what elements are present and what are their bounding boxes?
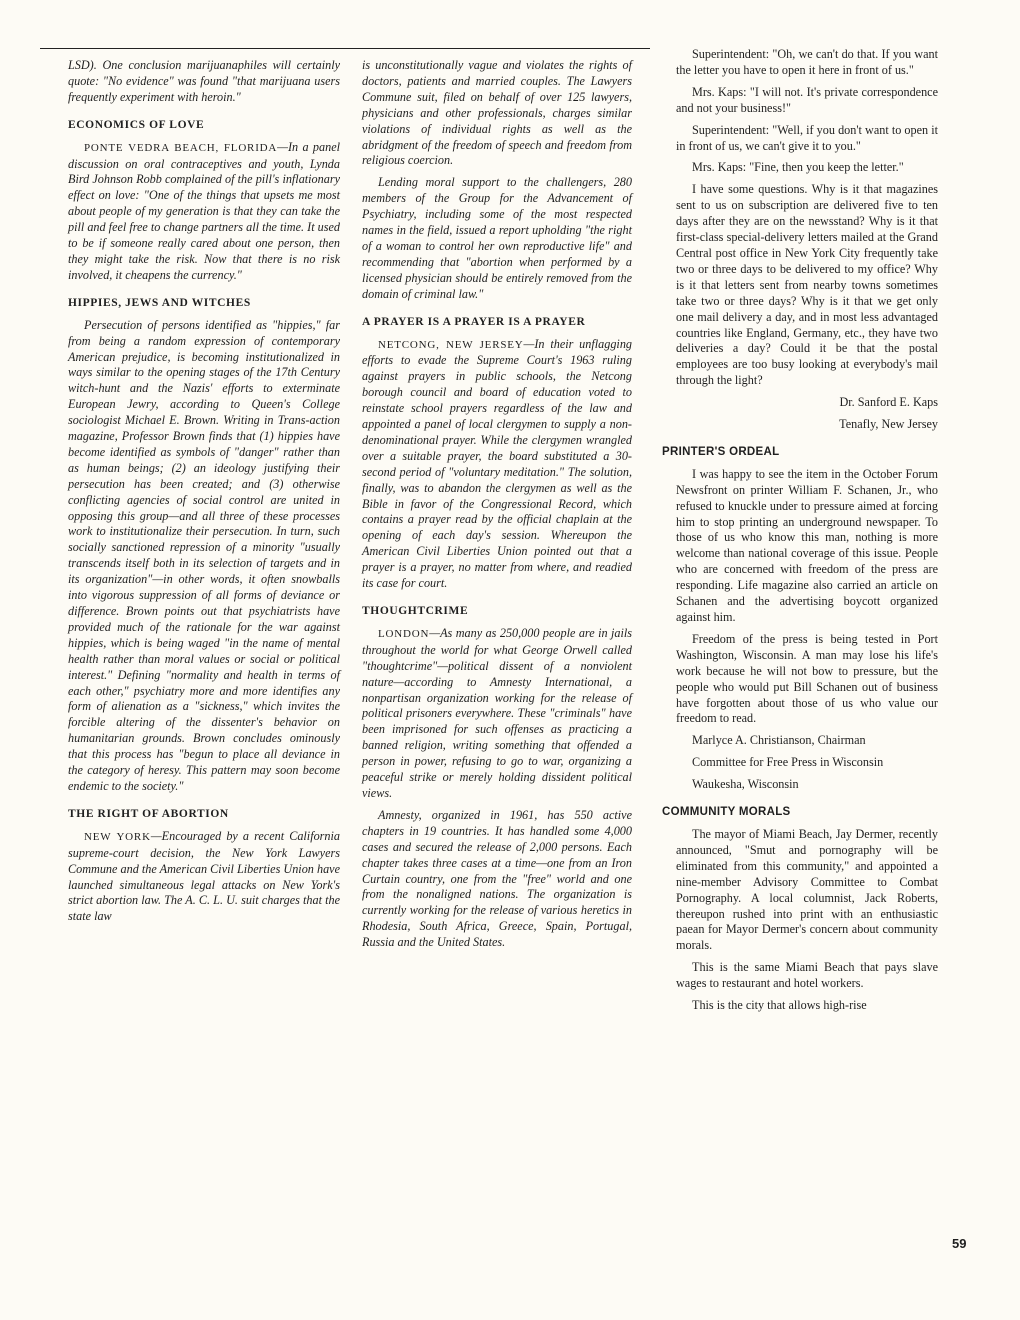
signature-place: Waukesha, Wisconsin [692,777,799,792]
signature-org: Committee for Free Press in Wisconsin [692,755,884,770]
prayer-paragraph: NETCONG, NEW JERSEY—In their unflagging efforts to evade the Supreme Court's 1963 ruling against prayers in public schools, the Netcong borough council and board of education voted to reinstate school prayers regardless of the law and appointed a panel of local clergymen to supply a non-denominational prayer. While the clergymen wrangled over a suitable prayer, the board substituted a 30-second period of "voluntary meditation." The solution, finally, was to abandon the clergymen as well as the Bible in favor of the Congressional Record, which contains a prayer read by the official chaplain at the opening of each day's session. Whereupon the American Civil Liberties Union pointed out that a prayer is a prayer, no matter from where, and readied its case for court. [362,336,633,591]
letter-paragraph: Superintendent: "Oh, we can't do that. If you want the letter you have to open it here in front of us." [676,47,938,77]
signature-name: Dr. Sanford E. Kaps [839,395,938,410]
economics-paragraph: PONTE VEDRA BEACH, FLORIDA—In a panel discussion on oral contraceptives and youth, Lynda Bird Johnson Robb complained of the pill's inflationary effect on love: "One of the things that upsets me most about people of my generation is that they can take the pill and feel free to change partners all the time. It used to be if someone really cared about one person, then they might take the risk. Now that there is no risk involved, it cheapens the currency." [68,139,340,282]
letter-paragraph: Mrs. Kaps: "Fine, then you keep the letter." [692,160,904,175]
column-3 [662,47,938,1020]
heading-printers-ordeal: PRINTER'S ORDEAL [662,445,780,458]
heading-thoughtcrime: THOUGHTCRIME [362,605,469,617]
psychiatry-paragraph: Lending moral support to the challengers, 280 members of the Group for the Advancement of Psychiatry, including some of the most respected names in the field, issued a report upholding "the right of a woman to control her own reproductive life" and recommending that "abortion when performed by a licensed physician should be entirely removed from the domain of criminal law." [362,175,632,301]
top-rule [40,48,650,49]
amnesty-paragraph: Amnesty, organized in 1961, has 550 active chapters in 19 countries. It has handled some 4,000 cases and secured the release of 2,000 persons. Each chapter takes three cases at a time—one from an Iron Curtain country, one from the "free" world and one from the nonaligned nations. The organization is currently working for the release of various heretics in Rhodesia, South Africa, Greece, Spain, Portugal, Russia and the United States. [362,807,632,950]
letter-paragraph: I have some questions. Why is it that magazines sent to us on subscription are delivered five to ten days after they are on the newsstand? Why is it that first-class special-delivery letters mailed at the Grand Central post office in New York City frequently take two or three days to be delivered to my office? Why is it that letters sent from nearby towns sometimes take two or three days? Why is it that we get only one mail delivery a day, and in most less advantaged countries like England, Germany, etc., they have two deliveries a day? Could it be that the postal employees are too busy looking at everybody's mail through the light? [676,182,938,388]
heading-community-morals: COMMUNITY MORALS [662,806,791,819]
letter-paragraph: Superintendent: "Well, if you don't want to open it in front of us, we can't give it to you." [676,122,938,153]
letter-paragraph: Mrs. Kaps: "I will not. It's private correspondence and not your business!" [676,84,938,115]
abortion-continued: is unconstitutionally vague and violates the rights of doctors, patients and married couples. The Lawyers Commune suit, filed on behalf of over 125 lawyers, physicians and other professionals, charges similar violations of individual rights as well as the abridgment of the freedom of speech and freedom from religious coercion. [362,58,632,168]
letter-paragraph: This is the same Miami Beach that pays slave wages to restaurant and hotel workers. [676,960,938,991]
letter-paragraph: I was happy to see the item in the October Forum Newsfront on printer William F. Schanen, Jr., who refused to knuckle under to pressure aimed at forcing him to stop printing an underground newspaper. To those of us who know this man, nothing is more welcome than national coverage of this issue. People who are concerned with freedom of the press are responding. Life magazine also carried an article on Schanen and the advertising boycott organized against him. [676,466,938,624]
signature-place: Tenafly, New Jersey [839,417,938,432]
dateline: NEW YORK [84,830,151,843]
letter-paragraph: Freedom of the press is being tested in Port Washington, Wisconsin. A man may lose his life's work because he will not bow to pressure, but the people who would put Bill Schanen out of business have forgotten about those of us who value our freedom to read. [676,631,938,726]
heading-abortion: THE RIGHT OF ABORTION [68,807,229,820]
heading-hippies: HIPPIES, JEWS AND WITCHES [68,296,251,309]
letter-paragraph: This is the city that allows high-rise [692,998,867,1013]
signature-name: Marlyce A. Christianson, Chairman [692,733,866,748]
dateline: LONDON [378,627,430,640]
dateline: NETCONG, NEW JERSEY [378,338,524,351]
lead-paragraph: LSD). One conclusion marijuanaphiles will certainly quote: "No evidence" was found "that marijuana users frequently experiment with heroin." [68,58,340,104]
letter-paragraph: The mayor of Miami Beach, Jay Dermer, recently announced, "Smut and pornography will be eliminated from this community," and appointed a nine-member Advisory Committee to Combat Pornography. A local columnist, Jack Roberts, thereupon rushed into print with an enthusiastic paean for Mayor Dermer's concern about community morals. [676,826,938,953]
page-number: 59 [952,1236,967,1251]
column-1 [68,58,340,931]
heading-economics-of-love: ECONOMICS OF LOVE [68,118,205,131]
dateline: PONTE VEDRA BEACH, FLORIDA [84,141,278,154]
hippies-paragraph: Persecution of persons identified as "hippies," far from being a random expression of contemporary American prejudice, is becoming institutionalized in ways similar to the opening stages of the 17th Century witch-hunt and the Nazis' efforts to exterminate European Jewry, according to Queen's College sociologist Michael E. Brown. Writing in Trans-action magazine, Professor Brown finds that (1) hippies have become identified as symbols of "danger" rather than as human beings; (2) an ideology justifying their persecution has been created; and (3) otherwise conflicting agencies of social control are united in opposing this group—and all three of these processes work to institutionalize their persecution. In turn, such socially sanctioned repression of a minority "usually transcends itself both in its selection of targets and in its organization"—in other words, it often snowballs into vigorous suppression of all forms of deviance or difference. Brown points out that psychiatrists have provided much of the rationale for the war against hippies, which is being waged "in the name of mental health rather than moral values or social or political interest." Defining "normality and health in terms of each other," psychiatry more and more identifies any form of alienation as a "sickness," which invites the forcible altering of the dissenter's behavior on humanitarian grounds. Brown concludes ominously that this process has "begun to place all deviance in the category of heresy. This pattern may soon become endemic to the society." [68,317,340,793]
heading-prayer: A PRAYER IS A PRAYER IS A PRAYER [362,315,586,328]
thoughtcrime-paragraph: LONDON—As many as 250,000 people are in jails throughout the world for what George Orwell called "thoughtcrime"—political dissent of a nonviolent nature—according to Amnesty International, a nonpartisan organization working for the release of political prisoners everywhere. These "criminals" have been imprisoned for such offenses as practicing a banned religion, writing something that offended a person in power, refusing to go to war, organizing a peaceful strike or merely holding dissident political views. [362,625,632,800]
column-2 [362,58,632,957]
abortion-paragraph: NEW YORK—Encouraged by a recent California supreme-court decision, the New York Lawyers Commune and the American Civil Liberties Union have launched simultaneous legal attacks on New York's strict abortion law. The A. C. L. U. suit charges that the state law [68,828,340,924]
